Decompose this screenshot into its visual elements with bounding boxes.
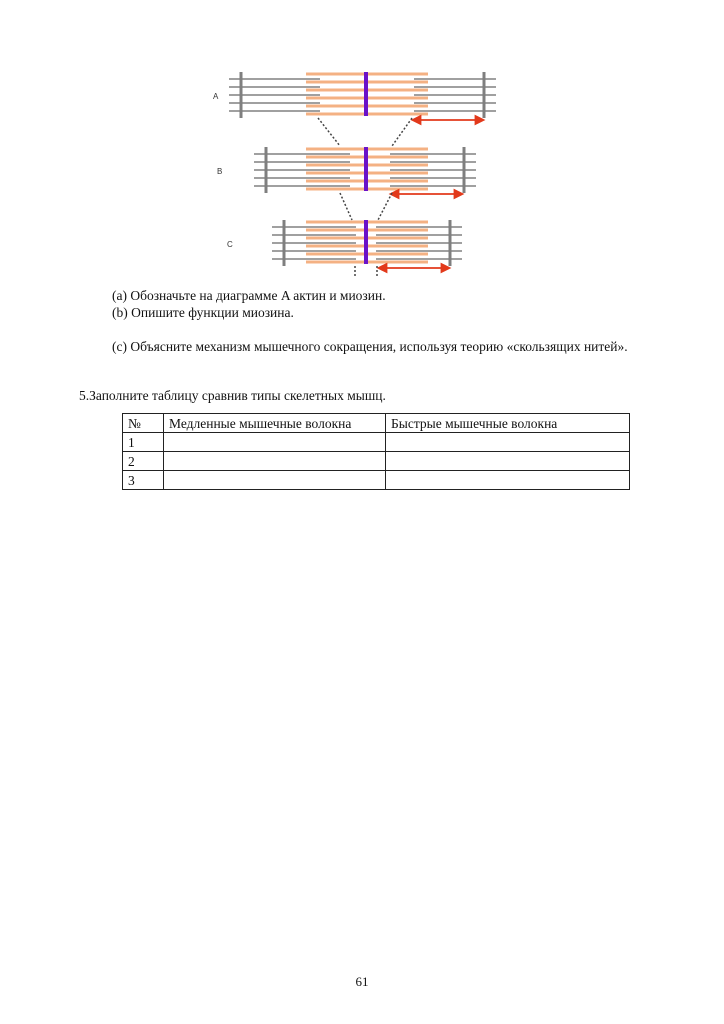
connector-dotted-line bbox=[318, 118, 340, 146]
header-slow-fibers: Медленные мышечные волокна bbox=[164, 414, 386, 433]
question-a: (a) Обозначьте на диаграмме A актин и миозин. bbox=[112, 288, 386, 303]
page-number: 61 bbox=[355, 974, 369, 989]
table-row bbox=[123, 433, 630, 452]
connector-dotted-line bbox=[378, 193, 392, 220]
row-number: 2 bbox=[123, 452, 164, 471]
slow-fiber-cell[interactable] bbox=[164, 452, 386, 471]
question-b: (b) Опишите функции миозина. bbox=[112, 305, 294, 320]
panel-label-a: A bbox=[213, 92, 219, 101]
fast-fiber-cell[interactable] bbox=[386, 452, 630, 471]
table-header-row bbox=[123, 414, 630, 433]
slow-fiber-cell[interactable] bbox=[164, 471, 386, 490]
question-c: (c) Объясните механизм мышечного сокращения, используя теорию «скользящих нитей». bbox=[112, 339, 628, 354]
table-row bbox=[123, 471, 630, 490]
fast-fiber-cell[interactable] bbox=[386, 471, 630, 490]
connector-dotted-line bbox=[392, 118, 412, 146]
comparison-table bbox=[122, 413, 630, 490]
row-number: 3 bbox=[123, 471, 164, 490]
fast-fiber-cell[interactable] bbox=[386, 433, 630, 452]
row-number: 1 bbox=[123, 433, 164, 452]
task-5-instruction: 5.Заполните таблицу сравнив типы скелетных мышц. bbox=[79, 388, 386, 403]
sarcomere-diagram-svg bbox=[200, 66, 510, 280]
table-row bbox=[123, 452, 630, 471]
panel-label-c: C bbox=[227, 240, 233, 249]
header-number: № bbox=[123, 414, 164, 433]
connector-dotted-line bbox=[340, 193, 352, 220]
slow-fiber-cell[interactable] bbox=[164, 433, 386, 452]
header-fast-fibers: Быстрые мышечные волокна bbox=[386, 414, 630, 433]
sarcomere-diagram bbox=[200, 66, 510, 280]
panel-label-b: B bbox=[217, 167, 223, 176]
